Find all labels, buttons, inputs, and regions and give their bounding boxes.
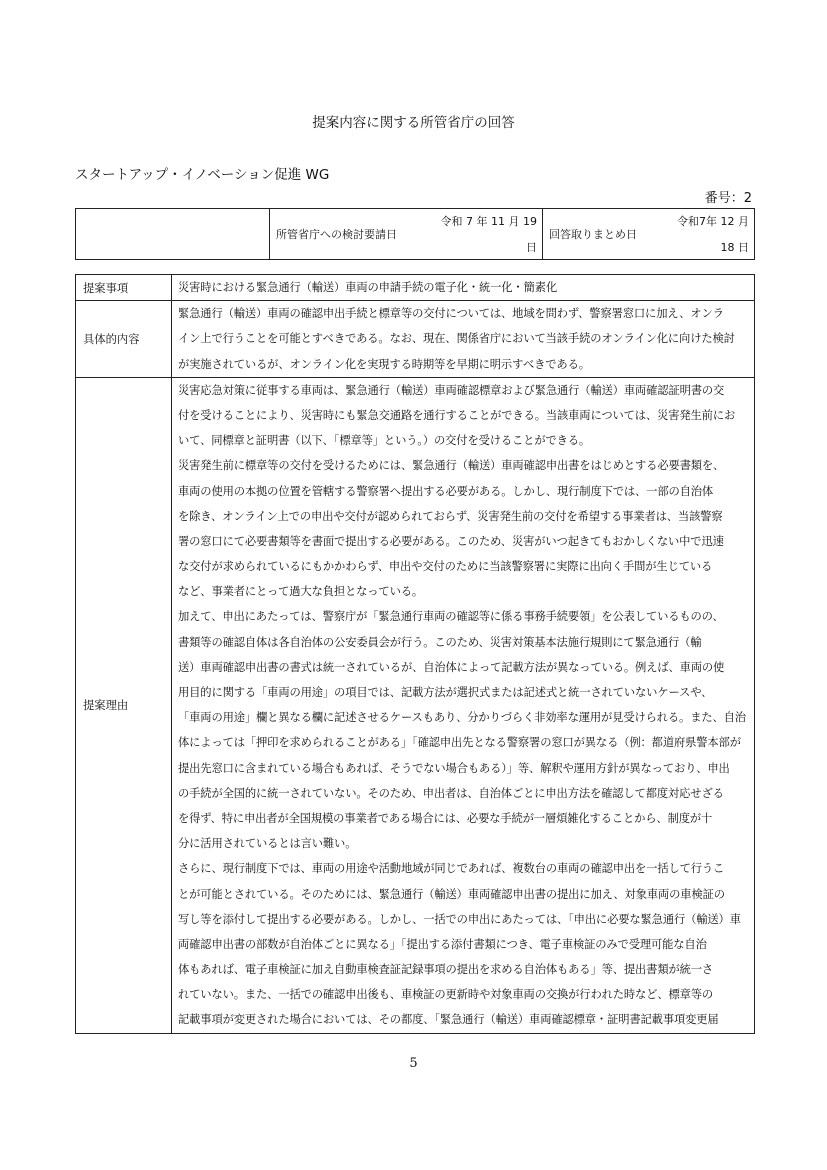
text-line: 体によっては「押印を求められることがある」「確認申出先となる警察署の窓口が異なる（例：都道府県警本部が: [178, 736, 741, 750]
request-date-top: 令和 7 年 11 月 19: [440, 215, 537, 228]
answer-date-top: 令和7年 12 月: [677, 215, 749, 228]
text-line: 車両の使用の本拠の位置を管轄する警察署へ提出する必要がある。しかし、現行制度下では、一部の自治体: [178, 484, 714, 498]
date-table: [75, 208, 755, 260]
text-line: 付を受けることにより、災害時にも緊急交通路を通行することができる。当該車両については、災害発生前にお: [178, 408, 736, 422]
matter-content: [172, 275, 755, 301]
blank-cell: [76, 209, 270, 260]
text-line: 写し等を添付して提出する必要がある。しかし、一括での申出にあたっては、「申出に必要な緊急通行（輸送）車: [178, 912, 741, 926]
answer-date-label: 回答取りまとめ日: [549, 228, 637, 241]
document-title: 提案内容に関する所管省庁の回答: [312, 115, 515, 131]
text-line: さらに、現行制度下では、車両の用途や活動地域が同じであれば、複数台の車両の確認申出を一括して行うこ: [178, 862, 725, 876]
text-line: 書類等の確認自体は各自治体の公安委員会が行う。このため、災害対策基本法施行規則にて緊急通行（輸: [178, 635, 702, 649]
text-line: 体もあれば、電子車検証に加え自動車検査証記録事項の提出を求める自治体もある」等、提出書類が統一さ: [178, 963, 714, 977]
text-line: 用目的に関する「車両の用途」の項目では、記載方法が選択式または記述式と統一されていないケースや、: [178, 686, 713, 699]
reason-row: [76, 377, 755, 1033]
text-line: など、事業者にとって過大な負担となっている。: [178, 585, 424, 599]
text-line: 災害発生前に標章等の交付を受けるためには、緊急通行（輸送）車両確認申出書をはじめとする必要書類を、: [178, 459, 725, 473]
text-line: 署の窓口にて必要書類等を書面で提出する必要がある。このため、災害がいつ起きてもおかしくない中で迅速: [178, 534, 724, 548]
matter-label: 提案事項: [76, 275, 172, 301]
text-line: イン上で行うことを可能とすべきである。なお、現在、関係省庁において当該手続のオンライン化に向けた検討: [178, 332, 735, 346]
text-line: が実施されているが、オンライン化を実現する時期等を早期に明示すべきである。: [178, 357, 590, 371]
text-line: 両確認申出書の部数が自治体ごとに異なる」「提出する添付書類につき、電子車検証のみで受理可能な自治: [178, 937, 707, 951]
text-line: 「車両の用途」欄と異なる欄に記述させるケースもあり、分かりづらく非効率な運用が見受けられる。また、自治: [178, 711, 746, 725]
content-text: [172, 301, 755, 378]
answer-date-bottom: 18 日: [720, 241, 749, 254]
text-line: れていない。また、一括での確認申出後も、車検証の更新時や対象車両の交換が行われた時など、標章等の: [178, 988, 714, 1002]
text-line: とが可能とされている。そのためには、緊急通行（輸送）車両確認申出書の提出に加え、対象車両の車検証の: [178, 887, 725, 901]
matter-row: [76, 275, 755, 301]
content-label: 具体的内容: [76, 301, 172, 378]
request-date-bottom: 日: [526, 241, 537, 254]
request-date-cell: [270, 209, 543, 260]
text-line: の手続が全国的に統一されていない。そのため、申出者は、自治体ごとに申出方法を確認して都度対応せざる: [178, 786, 724, 800]
text-line: 緊急通行（輸送）車両の確認申出手続と標章等の交付については、地域を問わず、警察署窓口に加え、オンラ: [178, 307, 724, 321]
reason-text: [172, 377, 755, 1033]
page-number: 5: [409, 1056, 418, 1071]
proposal-table: [75, 274, 755, 1034]
text-line: を除き、オンライン上での申出や交付が認められておらず、災害発生前の交付を希望する事業者は、当該警察: [178, 509, 723, 523]
content-row: [76, 301, 755, 378]
text-line: 記載事項が変更された場合においては、その都度、「緊急通行（輸送）車両確認標章・証明書記載事項変更届: [178, 1013, 719, 1027]
document-number: 番号：2: [704, 191, 752, 206]
text-line: 提出先窓口に含まれている場合もあれば、そうでない場合もある）」等、解釈や運用方針が異なっており、申出: [178, 761, 730, 775]
text-line: 災害時における緊急通行（輸送）車両の申請手続の電子化・統一化・簡素化: [178, 281, 557, 294]
text-line: 分に活用されているとは言い難い。: [178, 837, 357, 851]
text-line: 送）車両確認申出書の書式は統一されているが、自治体によって記載方法が異なっている。例えば、車両の使: [178, 660, 725, 674]
answer-date-cell: [543, 209, 755, 260]
reason-label: 提案理由: [76, 377, 172, 1033]
text-line: 災害応急対策に従事する車両は、緊急通行（輸送）車両確認標章および緊急通行（輸送）車両確認証明書の交: [178, 383, 725, 397]
text-line: いて、同標章と証明書（以下、「標章等」という。）の交付を受けることができる。: [178, 434, 591, 448]
text-line: な交付が求められているにもかかわらず、申出や交付のために当該警察署に実際に出向く手間が生じている: [178, 560, 713, 574]
text-line: 加えて、申出にあたっては、警察庁が「緊急通行車両の確認等に係る事務手続要領」を公表しているものの、: [178, 610, 724, 624]
working-group-name: スタートアップ・イノベーション促進 WG: [75, 167, 330, 183]
text-line: を得ず、特に申出者が全国規模の事業者である場合には、必要な手続が一層煩雑化することから、制度が十: [178, 811, 713, 825]
request-date-label: 所管省庁への検討要請日: [276, 228, 397, 241]
